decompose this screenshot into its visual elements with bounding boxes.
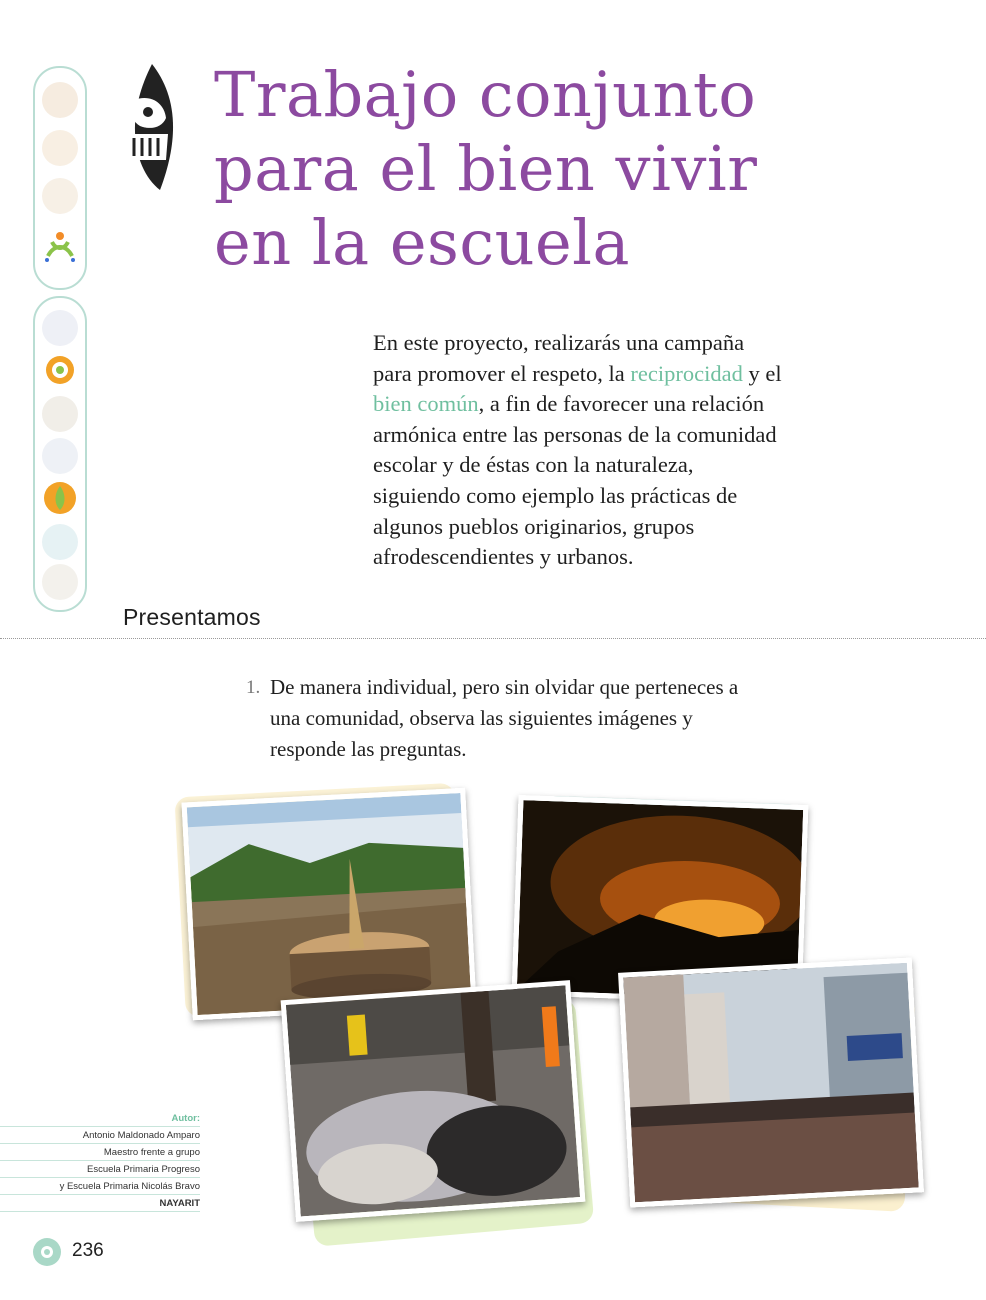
question-number: 1. [246, 677, 261, 698]
ring-icon [42, 352, 78, 388]
author-line: y Escuela Primaria Nicolás Bravo [0, 1178, 200, 1195]
intro-text: , a fin de favorecer una relación armónica entre las personas de la comunidad escolar y de éstas con la naturaleza, siguiendo como ejemplo las prácticas de algunos pueblos originarios, grupos afrodescendientes y urbanos. [373, 391, 777, 570]
sprout-figure-icon [42, 228, 78, 264]
flower-icon [42, 82, 78, 118]
author-line: Maestro frente a grupo [0, 1144, 200, 1161]
photo-crowd [618, 957, 924, 1207]
intro-text: En este proyecto, realizarás una campaña para promover el respeto, la [373, 330, 745, 386]
skull-mask-icon [120, 62, 184, 194]
photo-garbage [281, 980, 586, 1222]
title-line: en la escuela [214, 206, 630, 279]
title-line: Trabajo conjunto [214, 58, 757, 131]
page-number: 236 [72, 1240, 104, 1261]
intro-paragraph [373, 328, 783, 573]
diamond-icon [42, 310, 78, 346]
chain-icon [42, 438, 78, 474]
project-rail-bottom [33, 296, 87, 612]
title-line: para el bien vivir [214, 132, 758, 205]
page-title [214, 58, 757, 280]
project-rail-top [33, 66, 87, 290]
circle-icon [42, 564, 78, 600]
globe-icon [42, 396, 78, 432]
figure-icon [42, 178, 78, 214]
author-line: NAYARIT [0, 1195, 200, 1212]
section-divider [0, 638, 986, 639]
author-credits [0, 1110, 200, 1212]
lotus-icon [42, 480, 78, 516]
glossary-term-bien-comun[interactable]: bien común [373, 391, 479, 417]
sun-spiral-icon [42, 130, 78, 166]
sun-badge-icon [33, 1238, 61, 1266]
author-line: Antonio Maldonado Amparo [0, 1127, 200, 1144]
author-label: Autor: [0, 1110, 200, 1127]
photo-deforestation [181, 788, 476, 1021]
cloud-icon [42, 524, 78, 560]
glossary-term-reciprocidad[interactable]: reciprocidad [630, 360, 743, 386]
author-line: Escuela Primaria Progreso [0, 1161, 200, 1178]
intro-text: y el [742, 360, 782, 386]
question-text: De manera individual, pero sin olvidar que perteneces a una comunidad, observa las siguientes imágenes y responde las preguntas. [270, 675, 739, 761]
section-heading: Presentamos [123, 604, 261, 630]
